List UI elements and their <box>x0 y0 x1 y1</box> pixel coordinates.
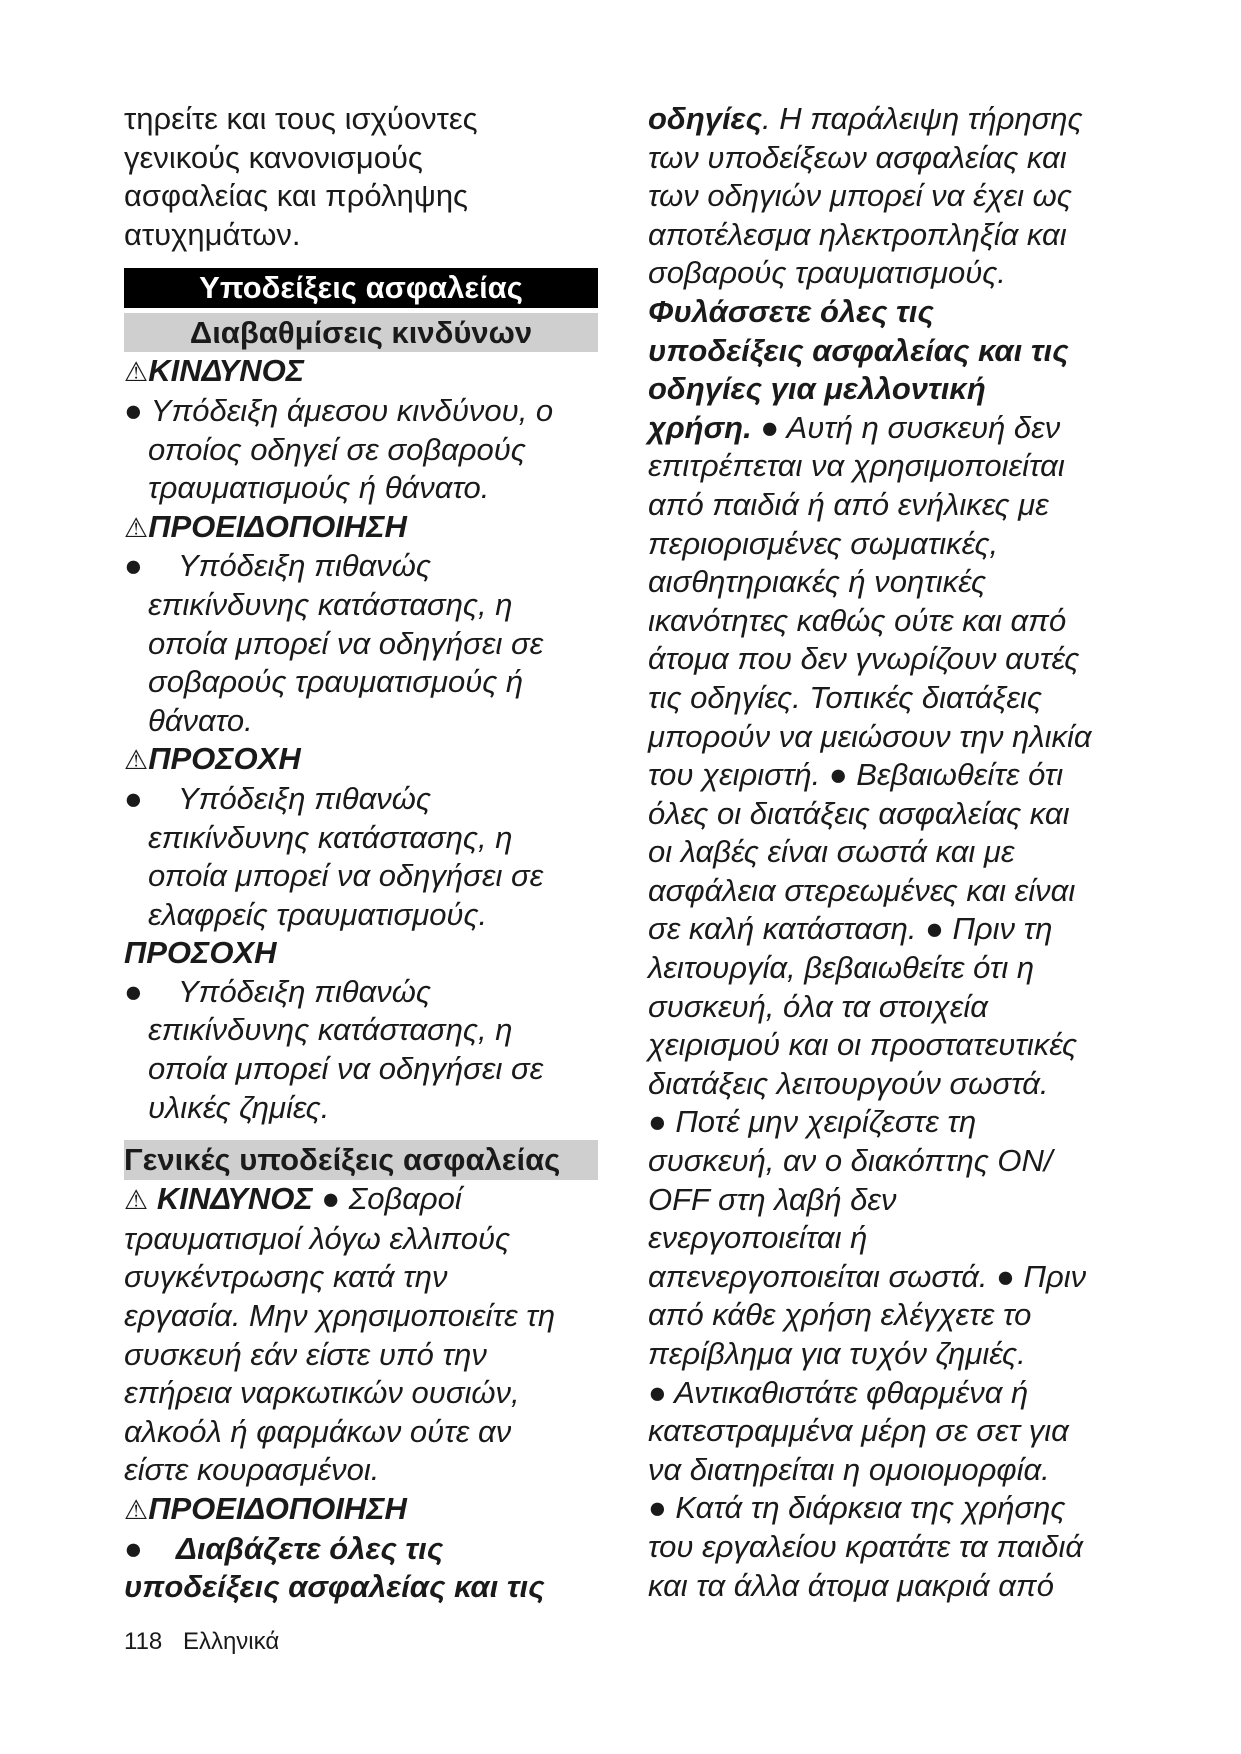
bullet-icon: ● <box>124 548 143 584</box>
general-danger-text: επήρεια ναρκωτικών ουσιών, <box>124 1375 520 1411</box>
footer-language: Ελληνικά <box>182 1628 280 1655</box>
right-line: συσκευή, όλα τα στοιχεία <box>648 988 988 1024</box>
notice-heading: ΠΡΟΣΟΧΗ <box>124 935 277 971</box>
danger-text-line: οποίος οδηγεί σε σοβαρούς <box>148 431 526 467</box>
right-line: περίβλημα για τυχόν ζημιές. <box>648 1336 1026 1371</box>
right-line: περιορισμένες σωματικές, <box>648 525 999 561</box>
right-line: απενεργοποιείται σωστά. ● Πριν <box>648 1258 1087 1294</box>
right-line: αισθητηριακές ή νοητικές <box>648 564 987 600</box>
right-line: OFF στη λαβή δεν <box>648 1181 897 1217</box>
general-warning-text: υποδείξεις ασφαλείας και τις <box>124 1569 545 1605</box>
right-line: σε καλή κατάσταση. ● Πριν τη <box>648 911 1053 947</box>
bullet-icon: ● <box>124 973 143 1009</box>
right-line: αποτέλεσμα ηλεκτροπληξία και <box>648 216 1067 252</box>
right-line: μπορούν να μειώσουν την ηλικία <box>648 718 1092 754</box>
warning-triangle-icon: ⚠ <box>124 357 149 388</box>
subsection-title: Διαβαθμίσεις κινδύνων <box>124 313 598 352</box>
caution-heading: ⚠ΠΡΟΣΟΧΗ <box>124 741 301 777</box>
right-line: λειτουργία, βεβαιωθείτε ότι η <box>648 950 1035 986</box>
warning-text: ● Υπόδειξη πιθανώς επικίνδυνης κατάστασης, η οποία μπορεί να οδηγήσει σε σοβαρούς τραυματισμούς ή θάνατο. <box>124 548 544 738</box>
general-danger-line: ⚠ ΚΙΝΔΥΝΟΣ ● Σοβαροί <box>124 1181 462 1217</box>
right-line: ● Αντικαθιστάτε φθαρμένα ή <box>648 1374 1029 1410</box>
left-column <box>124 100 598 1607</box>
right-line: από παιδιά ή από ενήλικες με <box>648 486 1049 522</box>
general-danger-text: συσκευή εάν είστε υπό την <box>124 1336 487 1372</box>
general-danger-text: αλκοόλ ή φαρμάκων ούτε αν <box>124 1413 512 1449</box>
right-line: να διατηρείται η ομοιομορφία. <box>648 1451 1050 1487</box>
right-line: οι λαβές είναι σωστά και με <box>648 834 1015 870</box>
general-warning-heading: ⚠ΠΡΟΕΙΔΟΠΟΙΗΣΗ <box>124 1491 407 1526</box>
danger-heading: ⚠ΚΙΝΔΥΝΟΣ <box>124 353 305 389</box>
general-safety-title: Γενικές υποδείξεις ασφαλείας <box>124 1140 598 1180</box>
intro-line: τηρείτε και τους ισχύοντες <box>124 101 478 136</box>
right-line: ικανότητες καθώς ούτε και από <box>648 602 1067 638</box>
bullet-icon: ● <box>124 780 143 816</box>
right-bold-line: Φυλάσσετε όλες τις <box>648 293 934 329</box>
right-line: άτομα που δεν γνωρίζουν αυτές <box>648 641 1080 677</box>
right-line: ασφάλεια στερεωμένες και είναι <box>648 872 1076 908</box>
right-column <box>648 100 1128 1605</box>
right-line: και τα άλλα άτομα μακριά από <box>648 1567 1054 1603</box>
right-line: επιτρέπεται να χρησιμοποιείται <box>648 448 1065 484</box>
right-line: των υποδείξεων ασφαλείας και <box>648 139 1067 175</box>
section-title: Υποδείξεις ασφαλείας <box>124 268 598 308</box>
right-line: του χειριστή. ● Βεβαιωθείτε ότι <box>648 757 1064 793</box>
general-danger-text: συγκέντρωσης κατά την <box>124 1259 448 1295</box>
right-line: όλες οι διατάξεις ασφαλείας και <box>648 795 1070 831</box>
page-footer <box>124 1628 279 1656</box>
right-line: συσκευή, αν ο διακόπτης ON/ <box>648 1143 1053 1179</box>
right-line: ● Ποτέ μην χειρίζεστε τη <box>648 1104 977 1140</box>
right-bold-line: υποδείξεις ασφαλείας και τις <box>648 332 1069 368</box>
page-number: 118 <box>124 1628 163 1655</box>
danger-text-line: ● Υπόδειξη άμεσου κινδύνου, ο <box>124 392 554 428</box>
warning-triangle-icon: ⚠ <box>124 512 149 543</box>
right-line: ● Κατά τη διάρκεια της χρήσης <box>648 1490 1066 1526</box>
warning-triangle-icon: ⚠ <box>124 1495 149 1525</box>
right-bold-line: οδηγίες για μελλοντική <box>648 371 986 407</box>
intro-line: ασφαλείας και πρόληψης <box>124 178 468 214</box>
danger-text-line: τραυματισμούς ή θάνατο. <box>148 470 490 506</box>
general-danger-text: εργασία. Μην χρησιμοποιείτε τη <box>124 1298 556 1334</box>
general-danger-text: τραυματισμοί λόγω ελλιπούς <box>124 1220 511 1256</box>
bullet-icon: ● <box>124 1530 143 1566</box>
right-line: σοβαρούς τραυματισμούς. <box>648 255 1006 291</box>
right-line: των οδηγιών μπορεί να έχει ως <box>648 178 1072 214</box>
general-warning-text: ● Διαβάζετε όλες τις <box>124 1530 598 1569</box>
caution-text: ● Υπόδειξη πιθανώς επικίνδυνης κατάστασης, η οποία μπορεί να οδηγήσει σε ελαφρείς τραυματισμούς. <box>124 780 544 932</box>
right-line: ενεργοποιείται ή <box>648 1220 868 1256</box>
notice-text: ● Υπόδειξη πιθανώς επικίνδυνης κατάστασης, η οποία μπορεί να οδηγήσει σε υλικές ζημίες. <box>124 973 544 1125</box>
right-line: οδηγίες. Η παράλειψη τήρησης <box>648 101 1083 136</box>
right-line: χρήση. ● Αυτή η συσκευή δεν <box>648 409 1061 445</box>
right-line: διατάξεις λειτουργούν σωστά. <box>648 1065 1049 1101</box>
right-line: τις οδηγίες. Τοπικές διατάξεις <box>648 679 1042 715</box>
intro-line: ατυχημάτων. <box>124 216 301 252</box>
intro-line: γενικούς κανονισμούς <box>124 139 423 175</box>
general-danger-text: είστε κουρασμένοι. <box>124 1452 380 1488</box>
right-line: του εργαλείου κρατάτε τα παιδιά <box>648 1528 1084 1564</box>
warning-triangle-icon: ⚠ <box>124 745 149 776</box>
warning-triangle-icon: ⚠ <box>124 1185 149 1216</box>
right-line: χειρισμού και οι προστατευτικές <box>648 1027 1078 1063</box>
warning-heading: ⚠ΠΡΟΕΙΔΟΠΟΙΗΣΗ <box>124 508 407 544</box>
right-line: από κάθε χρήση ελέγχετε το <box>648 1297 1032 1333</box>
right-line: κατεστραμμένα μέρη σε σετ για <box>648 1413 1069 1449</box>
